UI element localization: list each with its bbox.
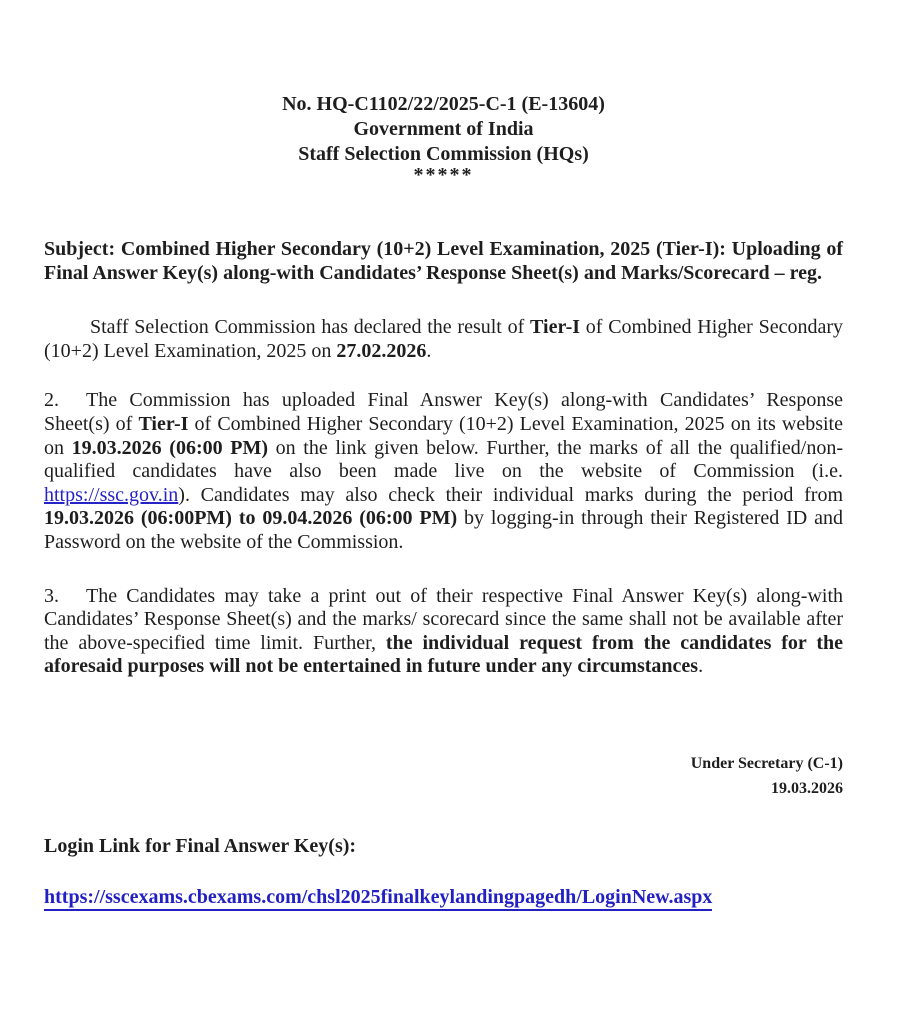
text-segment: ). Candidates may also check their individual marks during the period from [178, 483, 843, 506]
document-header [44, 92, 843, 186]
result-date-emphasis: 27.02.2026 [336, 339, 427, 362]
text-segment: of Combined Higher Secondary (10+2) Level Examination, 2025 on [44, 316, 843, 362]
paragraph-number: 2. [44, 389, 59, 412]
commission-name-line: Staff Selection Commission (HQs) [298, 143, 589, 165]
government-of-india-line: Government of India [353, 118, 534, 140]
text-segment: by logging-in through their Registered ID and Password on the website of the Commission. [44, 507, 843, 553]
text-segment: . [698, 655, 704, 678]
signature-block [44, 751, 843, 801]
no-future-request-emphasis: the individual request from the candidates for the aforesaid purposes will not be entertained in future under any circumstances [44, 631, 843, 678]
text-segment: The Commission has uploaded Final Answer Key(s) along-with Candidates’ Response Sheet(s) of [44, 389, 843, 435]
signature-date: 19.03.2026 [771, 779, 843, 797]
separator-stars: ***** [413, 164, 474, 186]
subject-line: Subject: Combined Higher Secondary (10+2) Level Examination, 2025 (Tier-I): Uploading of Final Answer Key(s) along-with Candidates’ Response Sheet(s) and Marks/Scorecard – reg. [44, 238, 843, 284]
paragraph-2 [44, 389, 843, 554]
reference-number: No. HQ-C1102/22/2025-C-1 (E-13604) [282, 93, 605, 115]
signatory-title: Under Secretary (C-1) [690, 754, 843, 772]
tier-emphasis: Tier-I [138, 412, 189, 435]
ssc-website-link[interactable]: https://ssc.gov.in [44, 483, 179, 506]
final-answer-key-login-link[interactable]: https://sscexams.cbexams.com/chsl2025finalkeylandingpagedh/LoginNew.aspx [44, 886, 712, 911]
paragraph-3 [44, 585, 843, 679]
tier-emphasis: Tier-I [530, 316, 581, 339]
paragraph-number: 3. [44, 584, 59, 607]
login-link-row [44, 886, 843, 910]
upload-date-emphasis: 19.03.2026 (06:00 PM) [71, 436, 268, 459]
marks-window-emphasis: 19.03.2026 (06:00PM) to 09.04.2026 (06:00 PM) [44, 507, 458, 530]
text-segment: . [426, 339, 432, 362]
text-segment: Staff Selection Commission has declared the result of [90, 316, 531, 339]
text-segment: of Combined Higher Secondary (10+2) Level Examination, 2025 on its website on [44, 412, 843, 459]
paragraph-1 [44, 316, 843, 363]
text-segment: The Candidates may take a print out of their respective Final Answer Key(s) along-with Candidates’ Response Sheet(s) and the marks/ scorecard since the same shall not be available after the above-specified time limit. Further, [44, 584, 843, 654]
text-segment: on the link given below. Further, the marks of all the qualified/non-qualified candidates have also been made live on the website of Commission (i.e. [44, 436, 843, 483]
login-link-label: Login Link for Final Answer Key(s): [44, 834, 357, 857]
